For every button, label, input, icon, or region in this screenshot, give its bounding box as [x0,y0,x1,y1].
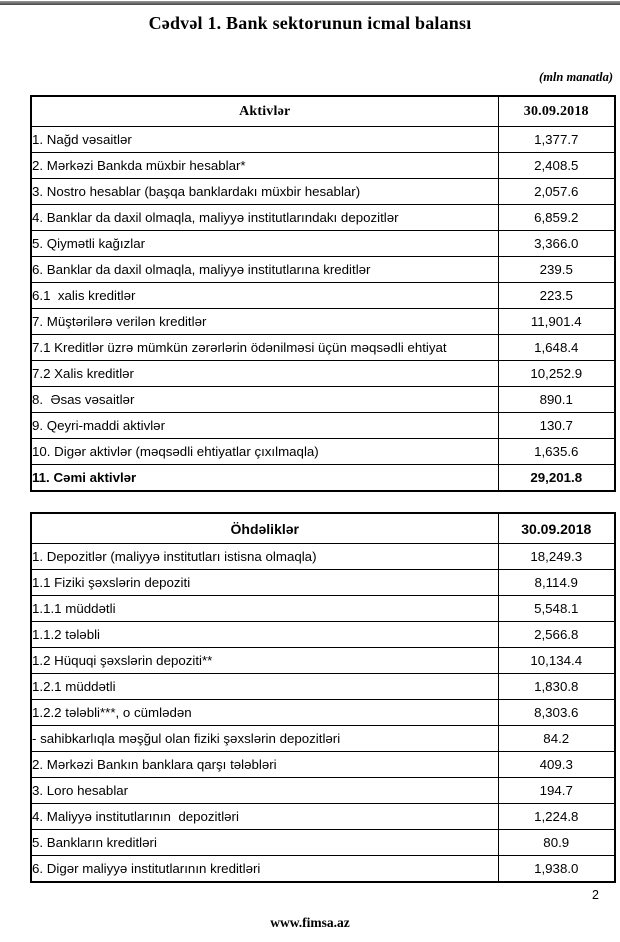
table-row [31,648,615,674]
table-row [31,596,615,622]
row-value: 2,566.8 [498,622,615,648]
table-row [31,778,615,804]
row-label: 4. Banklar da daxil olmaqla, maliyyə institutlarındakı depozitlər [31,205,498,231]
row-label: 9. Qeyri-maddi aktivlər [31,413,498,439]
table-row [31,856,615,883]
unit-note: (mln manatla) [539,70,613,84]
row-label: 1.2.1 müddətli [31,674,498,700]
table-row [31,153,615,179]
table-row [31,544,615,570]
table-row [31,700,615,726]
table-row [31,622,615,648]
row-value: 29,201.8 [498,465,615,492]
row-value: 194.7 [498,778,615,804]
row-label: 1.1.2 tələbli [31,622,498,648]
row-label: 1.2 Hüquqi şəxslərin depoziti** [31,648,498,674]
row-label: 2. Mərkəzi Bankın banklara qarşı tələbləri [31,752,498,778]
row-value: 1,938.0 [498,856,615,883]
row-label: 1.2.2 tələbli***, o cümlədən [31,700,498,726]
row-value: 2,057.6 [498,179,615,205]
row-value: 3,366.0 [498,231,615,257]
row-label: 7. Müştərilərə verilən kreditlər [31,309,498,335]
row-value: 2,408.5 [498,153,615,179]
row-value: 890.1 [498,387,615,413]
row-label: 3. Loro hesablar [31,778,498,804]
row-value: 6,859.2 [498,205,615,231]
row-label: 4. Maliyyə institutlarının depozitləri [31,804,498,830]
row-value: 8,114.9 [498,570,615,596]
row-value: 11,901.4 [498,309,615,335]
row-label: 1. Depozitlər (maliyyə institutları istisna olmaqla) [31,544,498,570]
table-row [31,179,615,205]
row-label: 5. Qiymətli kağızlar [31,231,498,257]
row-value: 10,252.9 [498,361,615,387]
assets-header-row [31,96,615,127]
top-rule-divider [0,1,620,5]
liabilities-header-row [31,513,615,544]
table-row [31,283,615,309]
row-value: 8,303.6 [498,700,615,726]
row-label: 11. Cəmi aktivlər [31,465,498,492]
table-row [31,413,615,439]
table-row [31,309,615,335]
table-row [31,726,615,752]
table-row [31,127,615,153]
assets-table [30,95,616,492]
table-row [31,387,615,413]
row-label: 6.1 xalis kreditlər [31,283,498,309]
table-row [31,752,615,778]
row-value: 84.2 [498,726,615,752]
page-title: Cədvəl 1. Bank sektorunun icmal balansı [148,13,472,33]
table-row [31,570,615,596]
row-value: 1,377.7 [498,127,615,153]
page-number: 2 [592,888,599,902]
row-label: 2. Mərkəzi Bankda müxbir hesablar* [31,153,498,179]
table-row [31,439,615,465]
row-value: 80.9 [498,830,615,856]
row-label: 7.1 Kreditlər üzrə mümkün zərərlərin ödənilməsi üçün məqsədli ehtiyat [31,335,498,361]
row-label: 3. Nostro hesablar (başqa banklardakı müxbir hesablar) [31,179,498,205]
assets-header-date: 30.09.2018 [498,96,615,127]
table-row [31,231,615,257]
table-row [31,674,615,700]
table-row [31,361,615,387]
liabilities-header-date: 30.09.2018 [498,513,615,544]
liabilities-header-label: Öhdəliklər [31,513,498,544]
table-row [31,335,615,361]
row-value: 1,224.8 [498,804,615,830]
row-label: 8. Əsas vəsaitlər [31,387,498,413]
liabilities-table [30,512,616,883]
table-row [31,205,615,231]
row-value: 18,249.3 [498,544,615,570]
row-value: 10,134.4 [498,648,615,674]
row-label: 6. Banklar da daxil olmaqla, maliyyə institutlarına kreditlər [31,257,498,283]
row-label: 1. Nağd vəsaitlər [31,127,498,153]
row-label: 7.2 Xalis kreditlər [31,361,498,387]
row-label: - sahibkarlıqla məşğul olan fiziki şəxslərin depozitləri [31,726,498,752]
footer-url: www.fimsa.az [270,915,350,930]
table-row [31,830,615,856]
table-row [31,804,615,830]
row-value: 130.7 [498,413,615,439]
table-row [31,465,615,492]
row-label: 1.1.1 müddətli [31,596,498,622]
row-value: 223.5 [498,283,615,309]
row-value: 1,648.4 [498,335,615,361]
table-row [31,257,615,283]
row-value: 1,635.6 [498,439,615,465]
row-label: 5. Bankların kreditləri [31,830,498,856]
row-value: 409.3 [498,752,615,778]
row-value: 5,548.1 [498,596,615,622]
row-label: 6. Digər maliyyə institutlarının kreditləri [31,856,498,883]
assets-header-label: Aktivlər [31,96,498,127]
row-label: 1.1 Fiziki şəxslərin depoziti [31,570,498,596]
row-value: 239.5 [498,257,615,283]
row-value: 1,830.8 [498,674,615,700]
row-label: 10. Digər aktivlər (məqsədli ehtiyatlar çıxılmaqla) [31,439,498,465]
